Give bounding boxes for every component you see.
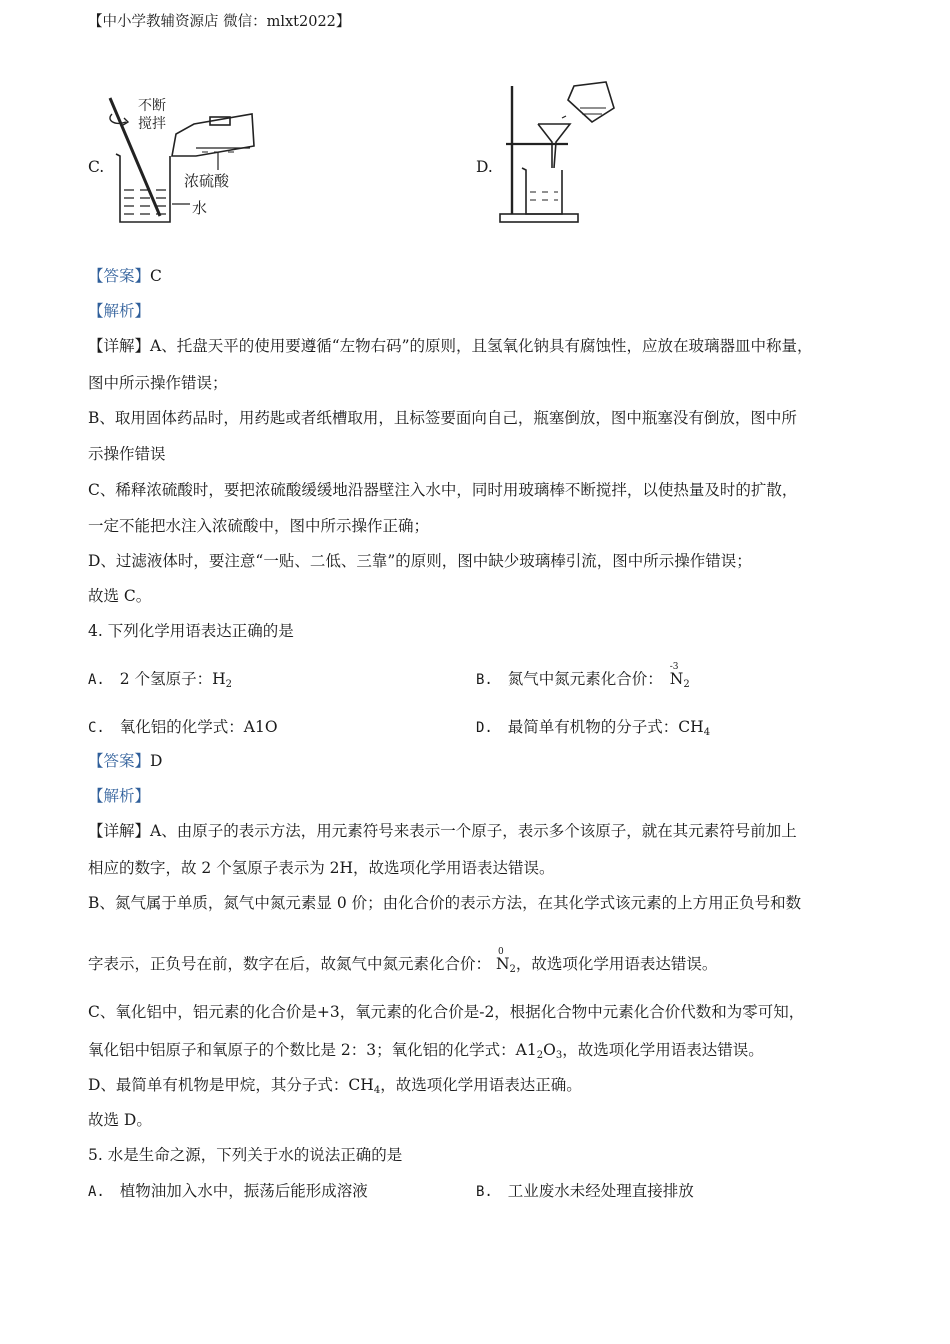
subscript: 4 bbox=[703, 727, 711, 738]
analysis-tag: 【解析】 bbox=[88, 787, 151, 805]
q4-detail-line-6 bbox=[88, 1039, 764, 1067]
subscript: 3 bbox=[555, 1050, 563, 1061]
answer-tag: 【答案】 bbox=[88, 752, 151, 770]
q3-option-d-label: D. bbox=[476, 158, 493, 176]
option-text: 最简单有机物的分子式：CH bbox=[507, 718, 704, 736]
q3-detail-line-3: B、取用固体药品时，用药匙或者纸槽取用，且标签要面向自己，瓶塞倒放，图中瓶塞没有倒放，图中所 bbox=[88, 409, 797, 427]
option-label: A. bbox=[88, 1184, 105, 1200]
detail-tag: 【详解】 bbox=[88, 822, 151, 840]
q4-option-a bbox=[88, 668, 232, 696]
option-label: C. bbox=[88, 720, 105, 736]
subscript: 2 bbox=[536, 1050, 544, 1061]
q4-detail-line-2: 相应的数字，故 2 个氢原子表示为 2H，故选项化学用语表达错误。 bbox=[88, 859, 555, 877]
q4-detail-line-7 bbox=[88, 1074, 582, 1102]
q3-answer-line bbox=[88, 265, 162, 287]
option-text: 氧化铝的化学式：A1O bbox=[119, 718, 278, 736]
answer-value: C bbox=[150, 267, 162, 285]
option-text: 植物油加入水中，振荡后能形成溶液 bbox=[119, 1182, 368, 1200]
detail-text: D、最简单有机物是甲烷，其分子式：CH bbox=[88, 1076, 374, 1094]
q4-detail-line-4 bbox=[88, 947, 718, 981]
q4-option-d bbox=[476, 716, 710, 744]
detail-text: 氧化铝中铝原子和氧原子的个数比是 2：3；氧化铝的化学式：A1 bbox=[88, 1041, 537, 1059]
element-symbol: N bbox=[669, 670, 684, 688]
q3-detail-line-1 bbox=[88, 335, 813, 357]
option-text: 氮气中氮元素化合价： bbox=[507, 670, 663, 688]
q5-stem: 5. 水是生命之源，下列关于水的说法正确的是 bbox=[88, 1146, 403, 1164]
q4-answer-line bbox=[88, 750, 162, 772]
detail-text: 字表示，正负号在前，数字在后，故氮气中氮元素化合价： bbox=[88, 955, 492, 973]
q3-conclusion: 故选 C。 bbox=[88, 587, 152, 605]
q5-option-b bbox=[476, 1180, 694, 1203]
detail-text-mid: O bbox=[543, 1041, 556, 1059]
q3-option-c-label: C. bbox=[88, 158, 105, 176]
q3-detail-line-2: 图中所示操作错误； bbox=[88, 374, 228, 392]
filtration-figure bbox=[496, 78, 620, 226]
q5-option-a bbox=[88, 1180, 368, 1203]
analysis-tag: 【解析】 bbox=[88, 302, 151, 320]
q4-detail-line-3: B、氮气属于单质，氮气中氮元素显 0 价；由化合价的表示方法，在其化学式该元素的上方用正负号和数 bbox=[88, 894, 802, 912]
q3-detail-line-7: D、过滤液体时，要注意“一贴、二低、三靠”的原则，图中缺少玻璃棒引流，图中所示操作错误； bbox=[88, 552, 752, 570]
option-text: 工业废水未经处理直接排放 bbox=[507, 1182, 694, 1200]
detail-text-tail: ，故选项化学用语表达正确。 bbox=[380, 1076, 582, 1094]
detail-text: A、托盘天平的使用要遵循“左物右码”的原则，且氢氧化钠具有腐蚀性，应放在玻璃器皿中称量， bbox=[150, 337, 813, 355]
label-acid: 浓硫酸 bbox=[184, 172, 230, 190]
answer-tag: 【答案】 bbox=[88, 267, 151, 285]
detail-tag: 【详解】 bbox=[88, 337, 151, 355]
page-header: 【中小学教辅资源店 微信：mlxt2022】 bbox=[88, 14, 351, 30]
q3-detail-line-6: 一定不能把水注入浓硫酸中，图中所示操作正确； bbox=[88, 517, 430, 535]
label-stir-1: 不断 bbox=[138, 98, 166, 114]
valence-notation bbox=[669, 662, 690, 696]
option-label: B. bbox=[476, 672, 493, 688]
q3-detail-line-5: C、稀释浓硫酸时，要把浓硫酸缓缓地沿器壁注入水中，同时用玻璃棒不断搅拌，以使热量及时的扩散， bbox=[88, 481, 798, 499]
label-stir-2: 搅拌 bbox=[138, 116, 166, 132]
option-label: D. bbox=[476, 720, 493, 736]
detail-text: A、由原子的表示方法，用元素符号来表示一个原子，表示多个该原子，就在其元素符号前加上 bbox=[150, 822, 797, 840]
q4-option-b bbox=[476, 662, 690, 696]
option-label: A. bbox=[88, 672, 105, 688]
element-symbol: N bbox=[495, 955, 510, 973]
valence-value: 0 bbox=[497, 947, 504, 957]
option-label: B. bbox=[476, 1184, 493, 1200]
subscript: 4 bbox=[373, 1085, 381, 1096]
q4-conclusion: 故选 D。 bbox=[88, 1111, 152, 1129]
subscript: 2 bbox=[509, 964, 516, 975]
detail-text-tail: ，故选项化学用语表达错误。 bbox=[515, 955, 718, 973]
answer-value: D bbox=[150, 752, 163, 770]
valence-notation bbox=[495, 947, 516, 981]
subscript: 2 bbox=[225, 679, 232, 690]
detail-text-tail: ，故选项化学用语表达错误。 bbox=[562, 1041, 764, 1059]
q3-detail-line-4: 示操作错误 bbox=[88, 445, 166, 463]
option-text: 2 个氢原子：H bbox=[119, 670, 226, 688]
valence-value: -3 bbox=[669, 662, 679, 672]
subscript: 2 bbox=[683, 679, 690, 690]
q4-option-c bbox=[88, 716, 278, 739]
q4-detail-line-5: C、氧化铝中，铝元素的化合价是+3，氧元素的化合价是-2，根据化合物中元素化合价代数和为零可知， bbox=[88, 1003, 805, 1021]
q4-stem: 4. 下列化学用语表达正确的是 bbox=[88, 622, 294, 640]
label-water: 水 bbox=[192, 199, 208, 217]
dilute-acid-figure bbox=[104, 92, 264, 228]
q4-detail-line-1 bbox=[88, 820, 797, 842]
